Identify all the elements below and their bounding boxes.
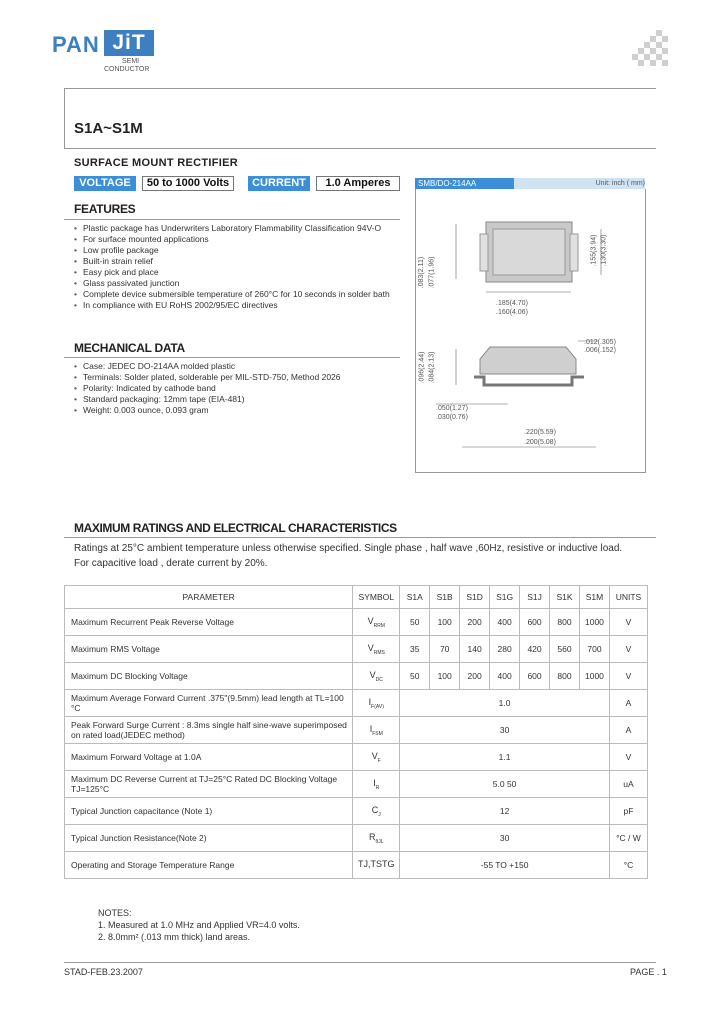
row-unit: pF [609, 798, 647, 825]
mechanical-item: • Weight: 0.003 ounce, 0.093 gram [74, 405, 400, 416]
row-value: 560 [550, 636, 580, 663]
col-parameter: PARAMETER [65, 586, 353, 609]
row-param: Maximum Forward Voltage at 1.0A [65, 744, 353, 771]
page-title: S1A~S1M [74, 120, 143, 137]
decorative-dots-icon [632, 30, 668, 66]
footer-rule [64, 962, 656, 963]
col-symbol: SYMBOL [353, 586, 400, 609]
mechanical-item: • Case: JEDEC DO-214AA molded plastic [74, 361, 400, 372]
mechanical-item: • Standard packaging: 12mm tape (EIA-481) [74, 394, 400, 405]
row-value: 400 [490, 663, 520, 690]
col-s1j: S1J [520, 586, 550, 609]
col-s1k: S1K [550, 586, 580, 609]
table-row [65, 798, 648, 825]
row-value: 280 [490, 636, 520, 663]
subtitle: SURFACE MOUNT RECTIFIER [74, 157, 238, 169]
col-s1a: S1A [400, 586, 430, 609]
row-value: 100 [430, 663, 460, 690]
row-value: 200 [460, 609, 490, 636]
row-param: Maximum Recurrent Peak Reverse Voltage [65, 609, 353, 636]
row-symbol: $C_J$ [353, 798, 400, 825]
features-rule [64, 219, 400, 220]
table-row [65, 717, 648, 744]
row-value: 600 [520, 609, 550, 636]
footer-date: STAD-FEB.23.2007 [64, 967, 143, 977]
dim-d1a: .155(3.94) [590, 234, 598, 267]
package-unit: Unit: inch ( mm) [595, 180, 645, 187]
row-param: Maximum RMS Voltage [65, 636, 353, 663]
row-symbol: $I_{FSM}$ [353, 717, 400, 744]
row-value: 420 [520, 636, 550, 663]
row-symbol: $V_F$ [353, 744, 400, 771]
package-label: SMB/DO-214AA [415, 178, 514, 189]
feature-item: • Built-in strain relief [74, 256, 400, 267]
table-row [65, 825, 648, 852]
dim-d5b: .084(2.13) [428, 351, 436, 384]
dim-d7a: .220(5.59) [524, 429, 556, 436]
row-unit: uA [609, 771, 647, 798]
row-symbol: $V_{DC}$ [353, 663, 400, 690]
row-value: 50 [400, 609, 430, 636]
package-body-inner [493, 229, 565, 275]
row-unit: A [609, 717, 647, 744]
note-1: 1. Measured at 1.0 MHz and Applied VR=4.0 volts. [98, 920, 300, 930]
footer-page: PAGE . 1 [630, 967, 667, 977]
row-symbol: TJ,TSTG [353, 852, 400, 879]
row-param: Maximum DC Blocking Voltage [65, 663, 353, 690]
row-param: Typical Junction Resistance(Note 2) [65, 825, 353, 852]
feature-item: • Glass passivated junction [74, 278, 400, 289]
row-merged-value: 30 [400, 717, 610, 744]
row-symbol: $I_R$ [353, 771, 400, 798]
dim-d4b: .006(.152) [584, 347, 616, 354]
lead-left [480, 234, 488, 271]
feature-item: • Low profile package [74, 245, 400, 256]
row-value: 700 [579, 636, 609, 663]
table-row [65, 744, 648, 771]
row-symbol: $I_{F(AV)}$ [353, 690, 400, 717]
row-value: 400 [490, 609, 520, 636]
features-heading: FEATURES [74, 202, 136, 216]
row-value: 200 [460, 663, 490, 690]
table-row [65, 690, 648, 717]
feature-item: • In compliance with EU RoHS 2002/95/EC directives [74, 300, 400, 311]
title-rule [64, 148, 656, 149]
dim-d2a: .083(2.11) [418, 256, 426, 289]
dim-d3a: .185(4.70) [496, 300, 528, 307]
dim-d7b: .200(5.08) [524, 439, 556, 446]
notes-heading: NOTES: [98, 908, 132, 918]
row-unit: V [609, 636, 647, 663]
row-merged-value: 1.1 [400, 744, 610, 771]
row-unit: A [609, 690, 647, 717]
table-header-row [65, 586, 648, 609]
note-2: 2. 8.0mm² (.013 mm thick) land areas. [98, 932, 251, 942]
row-symbol: $V_{RMS}$ [353, 636, 400, 663]
logo-pan: PAN [52, 32, 100, 57]
dim-d3b: .160(4.06) [496, 309, 528, 316]
feature-item: • Complete device submersible temperature of 260°C for 10 seconds in solder bath [74, 289, 400, 300]
row-param: Peak Forward Surge Current : 8.3ms single half sine-wave superimposed on rated load(JEDEC method) [65, 717, 353, 744]
voltage-value: 50 to 1000 Volts [142, 176, 234, 191]
row-value: 140 [460, 636, 490, 663]
col-s1g: S1G [490, 586, 520, 609]
row-merged-value: 5.0 50 [400, 771, 610, 798]
logo-conductor: CONDUCTOR [104, 66, 150, 73]
mechanical-list [74, 361, 400, 416]
logo-jit: JiT [104, 30, 154, 56]
dim-d2b: .077(1.96) [428, 256, 436, 289]
row-merged-value: 30 [400, 825, 610, 852]
row-unit: °C / W [609, 825, 647, 852]
row-value: 70 [430, 636, 460, 663]
row-value: 50 [400, 663, 430, 690]
row-merged-value: -55 TO +150 [400, 852, 610, 879]
side-leads [474, 377, 584, 385]
row-value: 35 [400, 636, 430, 663]
current-label: CURRENT [248, 176, 310, 191]
dim-d1b: .130(3.30) [600, 234, 608, 267]
row-value: 1000 [579, 609, 609, 636]
row-unit: V [609, 609, 647, 636]
header-vrule [64, 88, 65, 148]
ratings-rule [64, 537, 656, 538]
col-s1d: S1D [460, 586, 490, 609]
row-symbol: $V_{RRM}$ [353, 609, 400, 636]
col-units: UNITS [609, 586, 647, 609]
table-row [65, 663, 648, 690]
row-symbol: $R_{\theta JL}$ [353, 825, 400, 852]
header-rule [64, 88, 656, 89]
row-unit: V [609, 744, 647, 771]
table-row [65, 609, 648, 636]
row-value: 100 [430, 609, 460, 636]
logo-semi: SEMI [122, 58, 140, 65]
feature-item: • Easy pick and place [74, 267, 400, 278]
col-s1m: S1M [579, 586, 609, 609]
features-list [74, 223, 400, 311]
row-param: Maximum DC Reverse Current at TJ=25°C Rated DC Blocking Voltage TJ=125°C [65, 771, 353, 798]
row-value: 800 [550, 663, 580, 690]
mechanical-item: • Terminals: Solder plated, solderable per MIL-STD-750, Method 2026 [74, 372, 400, 383]
feature-item: • For surface mounted applications [74, 234, 400, 245]
row-unit: °C [609, 852, 647, 879]
package-drawing [415, 189, 646, 473]
row-value: 600 [520, 663, 550, 690]
dim-d6a: .050(1.27) [436, 405, 468, 412]
dim-d6b: .030(0.76) [436, 414, 468, 421]
ratings-heading: MAXIMUM RATINGS AND ELECTRICAL CHARACTERISTICS [74, 521, 397, 535]
ratings-table [64, 585, 648, 879]
row-value: 1000 [579, 663, 609, 690]
mechanical-item: • Polarity: Indicated by cathode band [74, 383, 400, 394]
current-value: 1.0 Amperes [316, 176, 400, 191]
notes-block [98, 907, 300, 943]
voltage-label: VOLTAGE [74, 176, 136, 191]
package-body-side [480, 347, 576, 374]
dim-d5a: .096(2.44) [418, 351, 426, 384]
row-param: Operating and Storage Temperature Range [65, 852, 353, 879]
mechanical-heading: MECHANICAL DATA [74, 341, 185, 355]
row-merged-value: 12 [400, 798, 610, 825]
ratings-line-2: For capacitive load , derate current by 20%. [74, 558, 268, 569]
mechanical-rule [64, 357, 400, 358]
lead-right [570, 234, 578, 271]
row-value: 800 [550, 609, 580, 636]
feature-item: • Plastic package has Underwriters Laboratory Flammability Classification 94V-O [74, 223, 400, 234]
table-row [65, 771, 648, 798]
ratings-line-1: Ratings at 25°C ambient temperature unless otherwise specified. Single phase , half wave ,60Hz, resistive or inductive load. [74, 543, 623, 554]
dim-d4a: .012(.305) [584, 339, 616, 346]
row-unit: V [609, 663, 647, 690]
table-row [65, 636, 648, 663]
row-param: Typical Junction capacitance (Note 1) [65, 798, 353, 825]
table-row [65, 852, 648, 879]
row-merged-value: 1.0 [400, 690, 610, 717]
col-s1b: S1B [430, 586, 460, 609]
row-param: Maximum Average Forward Current .375"(9.5mm) lead length at TL=100 °C [65, 690, 353, 717]
